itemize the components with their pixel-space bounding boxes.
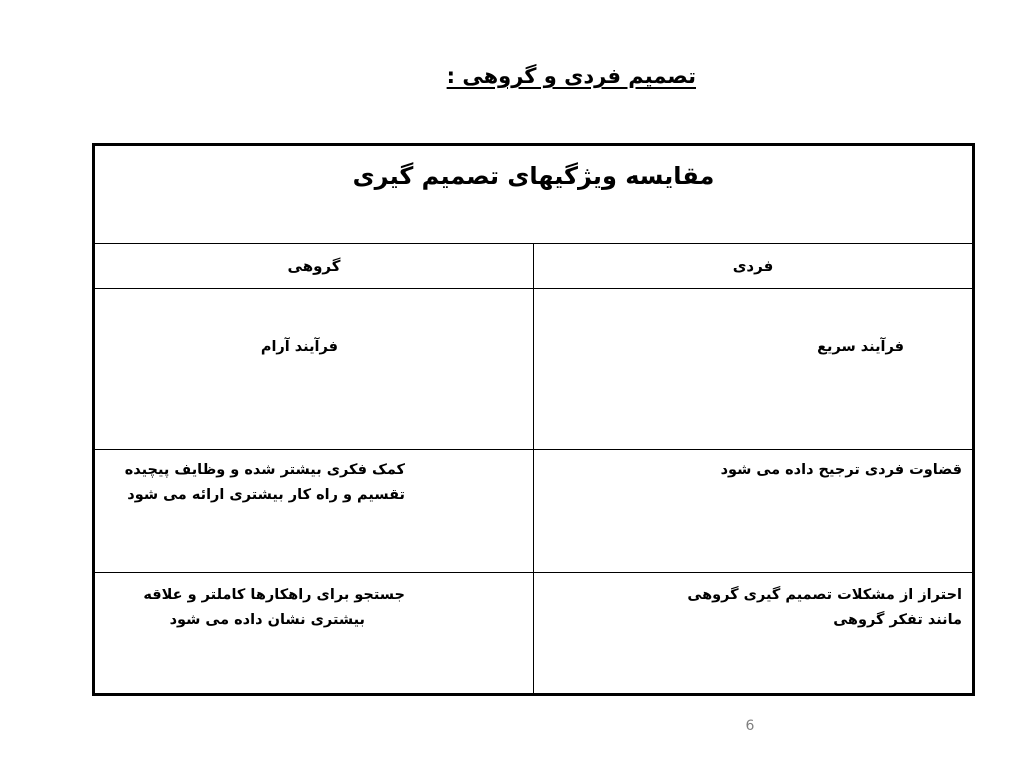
cell-line: احتراز از مشکلات تصمیم گیری گروهی — [687, 587, 962, 603]
individual-cell — [534, 573, 974, 695]
group-cell — [94, 573, 534, 695]
cell-line: کمک فکری بیشتر شده و وظایف پیچیده — [124, 462, 405, 478]
table-heading-row — [94, 145, 974, 244]
cell-line: مانند تفکر گروهی — [833, 612, 962, 628]
cell-line: جستجو برای راهکارها کاملتر و علاقه — [143, 587, 405, 603]
comparison-table — [92, 143, 975, 696]
table-row — [94, 450, 974, 573]
group-cell — [94, 289, 534, 450]
individual-cell — [534, 450, 974, 573]
column-header-individual: فردی — [534, 244, 974, 289]
slide-title: تصمیم فردی و گروهی : — [446, 64, 696, 88]
table-heading: مقایسه ویژگیهای تصمیم گیری — [94, 145, 974, 244]
column-header-group: گروهی — [94, 244, 534, 289]
page-number: 6 — [745, 718, 755, 734]
column-header-row — [94, 244, 974, 289]
cell-line: فرآیند آرام — [260, 339, 338, 355]
cell-line: فرآیند سریع — [817, 339, 904, 355]
group-cell — [94, 450, 534, 573]
cell-line: تقسیم و راه کار بیشتری ارائه می شود — [127, 487, 405, 503]
cell-line: بیشتری نشان داده می شود — [169, 612, 365, 628]
table-row — [94, 573, 974, 695]
cell-line: قضاوت فردی ترجیح داده می شود — [720, 462, 962, 478]
table-row — [94, 289, 974, 450]
individual-cell — [534, 289, 974, 450]
